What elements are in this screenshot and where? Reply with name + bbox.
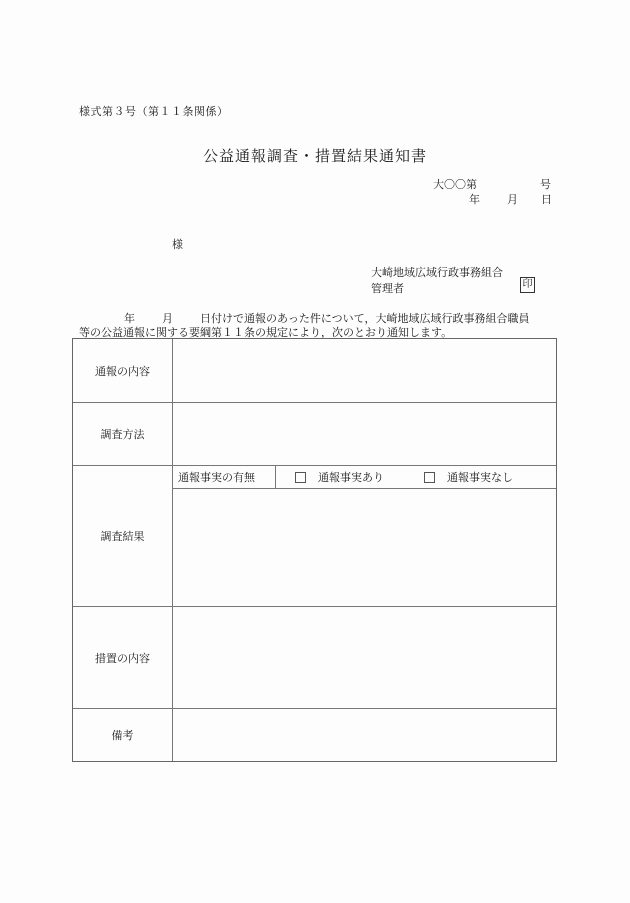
label-investigation-result: 調査結果 — [73, 466, 173, 606]
date-year-label: 年 — [469, 193, 480, 206]
body-year-label: 年 — [124, 312, 135, 325]
option-fact-not-exists-label: 通報事実なし — [447, 471, 513, 484]
field-remarks[interactable] — [172, 709, 556, 761]
label-investigation-method: 調査方法 — [73, 403, 173, 465]
field-measures[interactable] — [172, 607, 556, 708]
field-investigation-method[interactable] — [172, 403, 556, 465]
document-number-suffix: 号 — [540, 178, 551, 191]
table-row-investigation-result — [73, 465, 556, 606]
label-remarks: 備考 — [73, 709, 173, 761]
field-report-content[interactable] — [172, 339, 556, 402]
body-month-label: 月 — [162, 312, 173, 325]
checkbox-icon[interactable] — [295, 472, 306, 483]
sender-title: 管理者 — [371, 282, 404, 295]
date-day-label: 日 — [541, 193, 552, 206]
checkbox-icon[interactable] — [424, 472, 435, 483]
option-fact-exists-label: 通報事実あり — [318, 471, 384, 484]
label-measures: 措置の内容 — [73, 607, 173, 708]
field-investigation-result[interactable] — [172, 489, 556, 606]
document-title: 公益通報調査・措置結果通知書 — [202, 147, 427, 165]
investigation-result-cell — [172, 466, 556, 606]
option-fact-not-exists[interactable] — [424, 466, 513, 488]
table-row-report-content — [73, 339, 556, 402]
option-fact-exists[interactable] — [295, 466, 384, 488]
document-number-prefix: 大〇〇第 — [433, 178, 477, 191]
body-line1-rest: 日付けで通報のあった件について，大崎地域広域行政事務組合職員 — [200, 312, 530, 325]
fact-existence-row — [172, 466, 556, 489]
date-month-label: 月 — [507, 193, 518, 206]
table-row-remarks — [73, 708, 556, 761]
fact-existence-label: 通報事実の有無 — [172, 466, 276, 488]
form-number: 様式第３号（第１１条関係） — [79, 105, 229, 118]
table-row-investigation-method — [73, 402, 556, 465]
seal-mark-icon: 印 — [520, 277, 535, 293]
table-row-measures — [73, 606, 556, 708]
addressee-honorific: 様 — [172, 238, 183, 251]
notice-form-table — [72, 338, 557, 762]
sender-organization: 大崎地域広域行政事務組合 — [371, 266, 503, 279]
body-text-line-2: 等の公益通報に関する要綱第１１条の規定により，次のとおり通知します。 — [79, 326, 453, 339]
label-report-content: 通報の内容 — [73, 339, 173, 402]
